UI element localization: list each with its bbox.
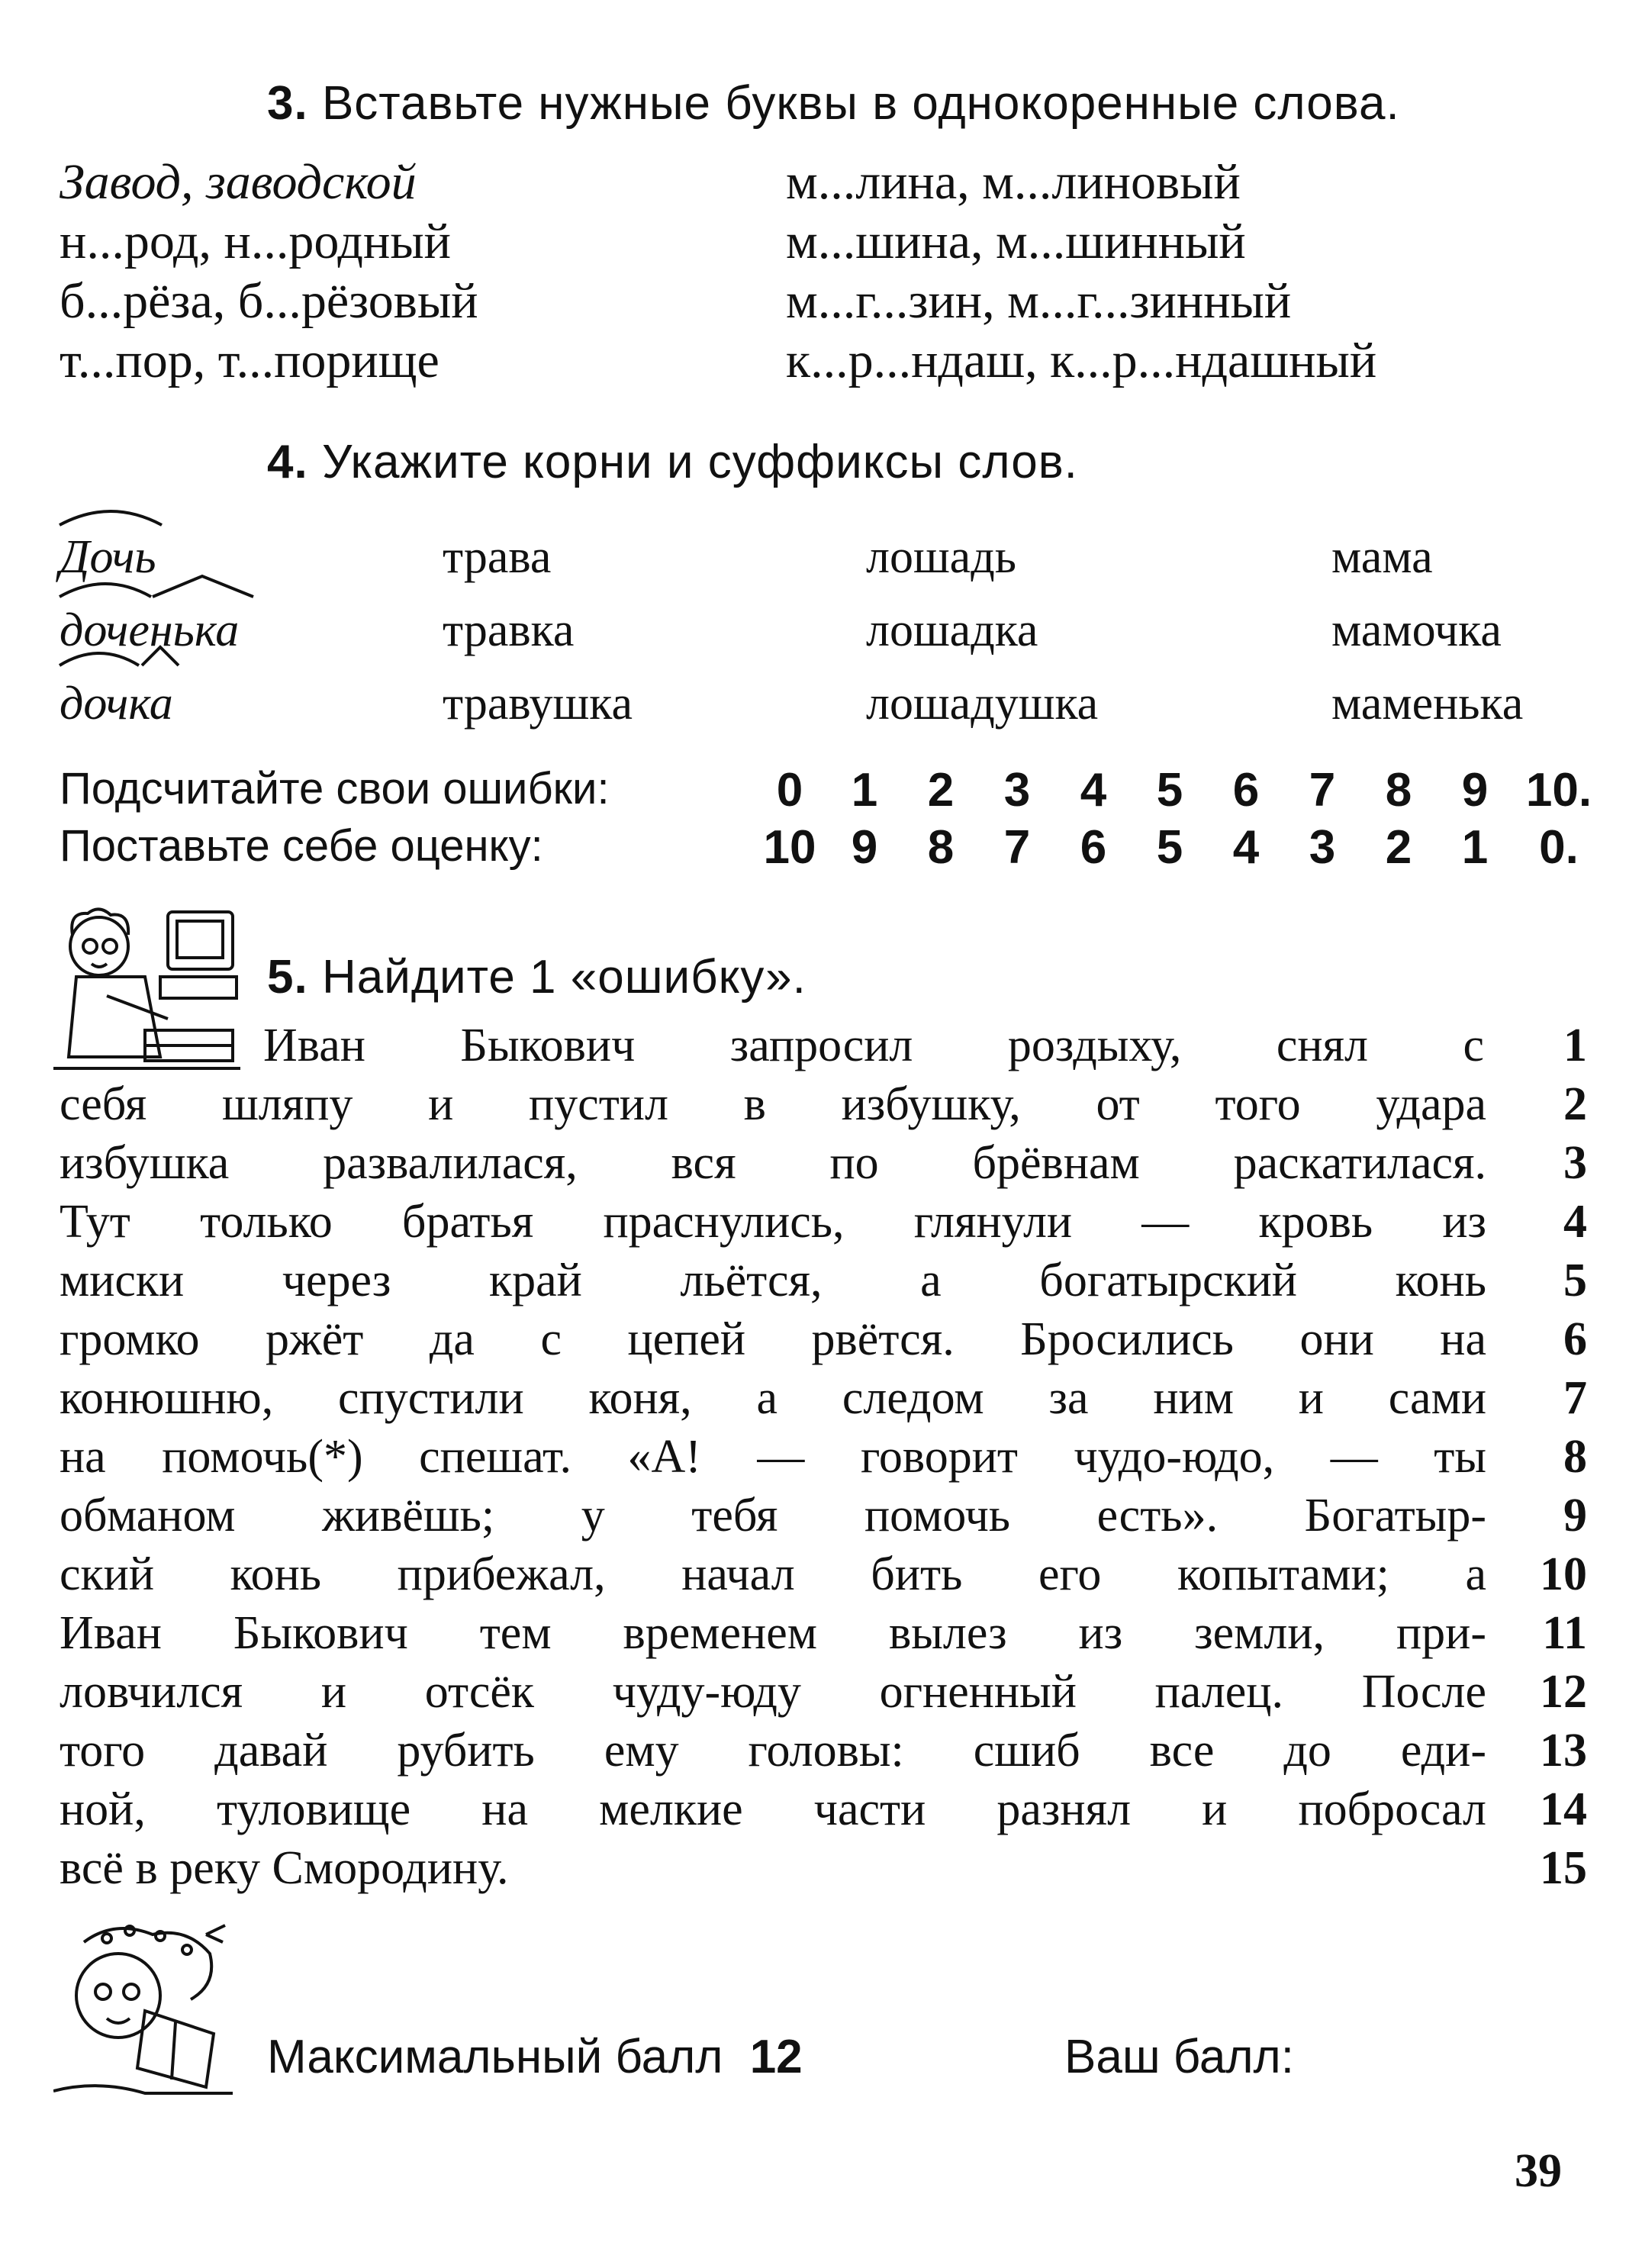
line-number: 8 xyxy=(1563,1431,1587,1483)
max-score xyxy=(267,2030,803,2084)
task3-title: Вставьте нужные буквы в однокоренные слова. xyxy=(321,77,1400,130)
text-line: миски через край льётся, а богатырский конь xyxy=(60,1255,1486,1306)
girl-book-illustration xyxy=(53,1919,233,2102)
error-count-10: 10. xyxy=(1525,764,1592,817)
boy-computer-illustration xyxy=(53,904,240,1080)
task4-word: мамочка xyxy=(1331,604,1502,656)
line-number: 1 xyxy=(1563,1020,1587,1071)
text-line: избушка развалилася, вся по брёвнам раскатилася. xyxy=(60,1137,1486,1189)
task3-right-column xyxy=(786,153,1376,391)
task4-number: 4. xyxy=(267,436,308,488)
text-line: ский конь прибежал, начал бить его копытами; а xyxy=(60,1548,1486,1600)
line-number: 4 xyxy=(1563,1196,1587,1248)
error-count-8: 8 xyxy=(1385,764,1412,817)
line-number: 9 xyxy=(1563,1490,1587,1542)
text-line: громко ржёт да с цепей рвётся. Бросились они на xyxy=(60,1313,1486,1365)
task4-word: травушка xyxy=(443,678,633,730)
task4-word: маменька xyxy=(1331,678,1524,730)
error-count-0: 0 xyxy=(776,764,803,817)
task4-word: лошадь xyxy=(866,531,1017,583)
task4-word: травка xyxy=(443,604,575,656)
task5-number: 5. xyxy=(267,951,308,1004)
text-line: Иван Быкович запросил роздыху, снял с xyxy=(263,1020,1484,1071)
grade-0: 0. xyxy=(1539,821,1579,874)
task4-word: лошадка xyxy=(866,604,1038,656)
error-count-9: 9 xyxy=(1461,764,1489,817)
error-count-2: 2 xyxy=(927,764,955,817)
grade-label: Поставьте себе оценку: xyxy=(60,821,543,871)
error-count-3: 3 xyxy=(1003,764,1031,817)
line-number: 7 xyxy=(1563,1372,1587,1424)
error-count-6: 6 xyxy=(1232,764,1260,817)
task4-word: мама xyxy=(1331,531,1433,583)
task4-col-2 xyxy=(443,520,633,740)
task4-word: лошадушка xyxy=(866,678,1099,730)
task3-item: м...шина, м...шинный xyxy=(786,214,1246,269)
grade-8: 8 xyxy=(927,821,955,874)
page-number: 39 xyxy=(1515,2145,1562,2197)
text-line: себя шляпу и пустил в избушку, от того удара xyxy=(60,1078,1486,1130)
grade-1: 1 xyxy=(1461,821,1489,874)
task4-heading xyxy=(267,435,1078,489)
line-number: 13 xyxy=(1540,1725,1587,1777)
task4-word: трава xyxy=(443,531,552,583)
text-line: ловчился и отсёк чуду-юду огненный палец. После xyxy=(60,1666,1486,1718)
text-line: конюшню, спустили коня, а следом за ним и сами xyxy=(60,1372,1486,1424)
line-number: 3 xyxy=(1563,1137,1587,1189)
task3-left-column xyxy=(60,153,478,391)
task4-col-4 xyxy=(1331,520,1523,740)
grade-4: 4 xyxy=(1232,821,1260,874)
max-score-label: Максимальный балл xyxy=(267,2031,723,2083)
grade-10: 10 xyxy=(763,821,816,874)
errors-label: Подсчитайте свои ошибки: xyxy=(60,764,610,813)
task5-heading xyxy=(267,950,807,1004)
text-line: ной, туловище на мелкие части разнял и побросал xyxy=(60,1783,1486,1835)
task3-item: н...род, н...родный xyxy=(60,214,451,269)
task4-title: Укажите корни и суффиксы слов. xyxy=(321,436,1078,488)
task4-col-1 xyxy=(60,520,239,740)
grade-3: 3 xyxy=(1309,821,1336,874)
line-number: 2 xyxy=(1563,1078,1587,1130)
task3-item: м...г...зин, м...г...зинный xyxy=(786,273,1292,329)
error-count-4: 4 xyxy=(1080,764,1107,817)
error-count-1: 1 xyxy=(851,764,878,817)
grade-5: 5 xyxy=(1156,821,1183,874)
error-count-5: 5 xyxy=(1156,764,1183,817)
task3-item: б...рёза, б...рёзовый xyxy=(60,273,478,329)
grade-6: 6 xyxy=(1080,821,1107,874)
task4-example-word: дочка xyxy=(60,678,173,730)
line-number: 14 xyxy=(1540,1783,1587,1835)
grade-7: 7 xyxy=(1003,821,1031,874)
line-number: 11 xyxy=(1542,1607,1587,1659)
grade-2: 2 xyxy=(1385,821,1412,874)
task3-heading xyxy=(267,76,1400,130)
text-line: Иван Быкович тем временем вылез из земли, при- xyxy=(60,1607,1486,1659)
text-line: на помочь(*) спешат. «А! — говорит чудо-юдо, — ты xyxy=(60,1431,1486,1483)
max-score-value: 12 xyxy=(749,2031,803,2083)
text-line: того давай рубить ему головы: сшиб все до еди- xyxy=(60,1725,1486,1777)
task4-example-word: Дочь xyxy=(60,531,156,583)
error-count-7: 7 xyxy=(1309,764,1336,817)
task3-item: к...р...ндаш, к...р...ндашный xyxy=(786,333,1377,388)
task4-col-3 xyxy=(866,520,1098,740)
line-number: 6 xyxy=(1563,1313,1587,1365)
line-number: 15 xyxy=(1540,1842,1587,1894)
task5-title: Найдите 1 «ошибку». xyxy=(321,951,807,1004)
text-line: обманом живёшь; у тебя помочь есть». Богатыр- xyxy=(60,1490,1486,1542)
line-number: 10 xyxy=(1540,1548,1587,1600)
your-score-label: Ваш балл: xyxy=(1064,2031,1294,2083)
line-number: 12 xyxy=(1540,1666,1587,1718)
task3-item: м...лина, м...линовый xyxy=(786,154,1241,210)
task3-item: т...пор, т...порище xyxy=(60,333,439,388)
task3-example: Завод, заводской xyxy=(60,154,417,210)
line-number: 5 xyxy=(1563,1255,1587,1306)
task3-number: 3. xyxy=(267,77,308,130)
text-line: Тут только братья праснулись, глянули — кровь из xyxy=(60,1196,1486,1248)
text-line: всё в реку Смородину. xyxy=(60,1842,509,1894)
grade-9: 9 xyxy=(851,821,878,874)
task4-example-word: доченька xyxy=(60,604,240,656)
